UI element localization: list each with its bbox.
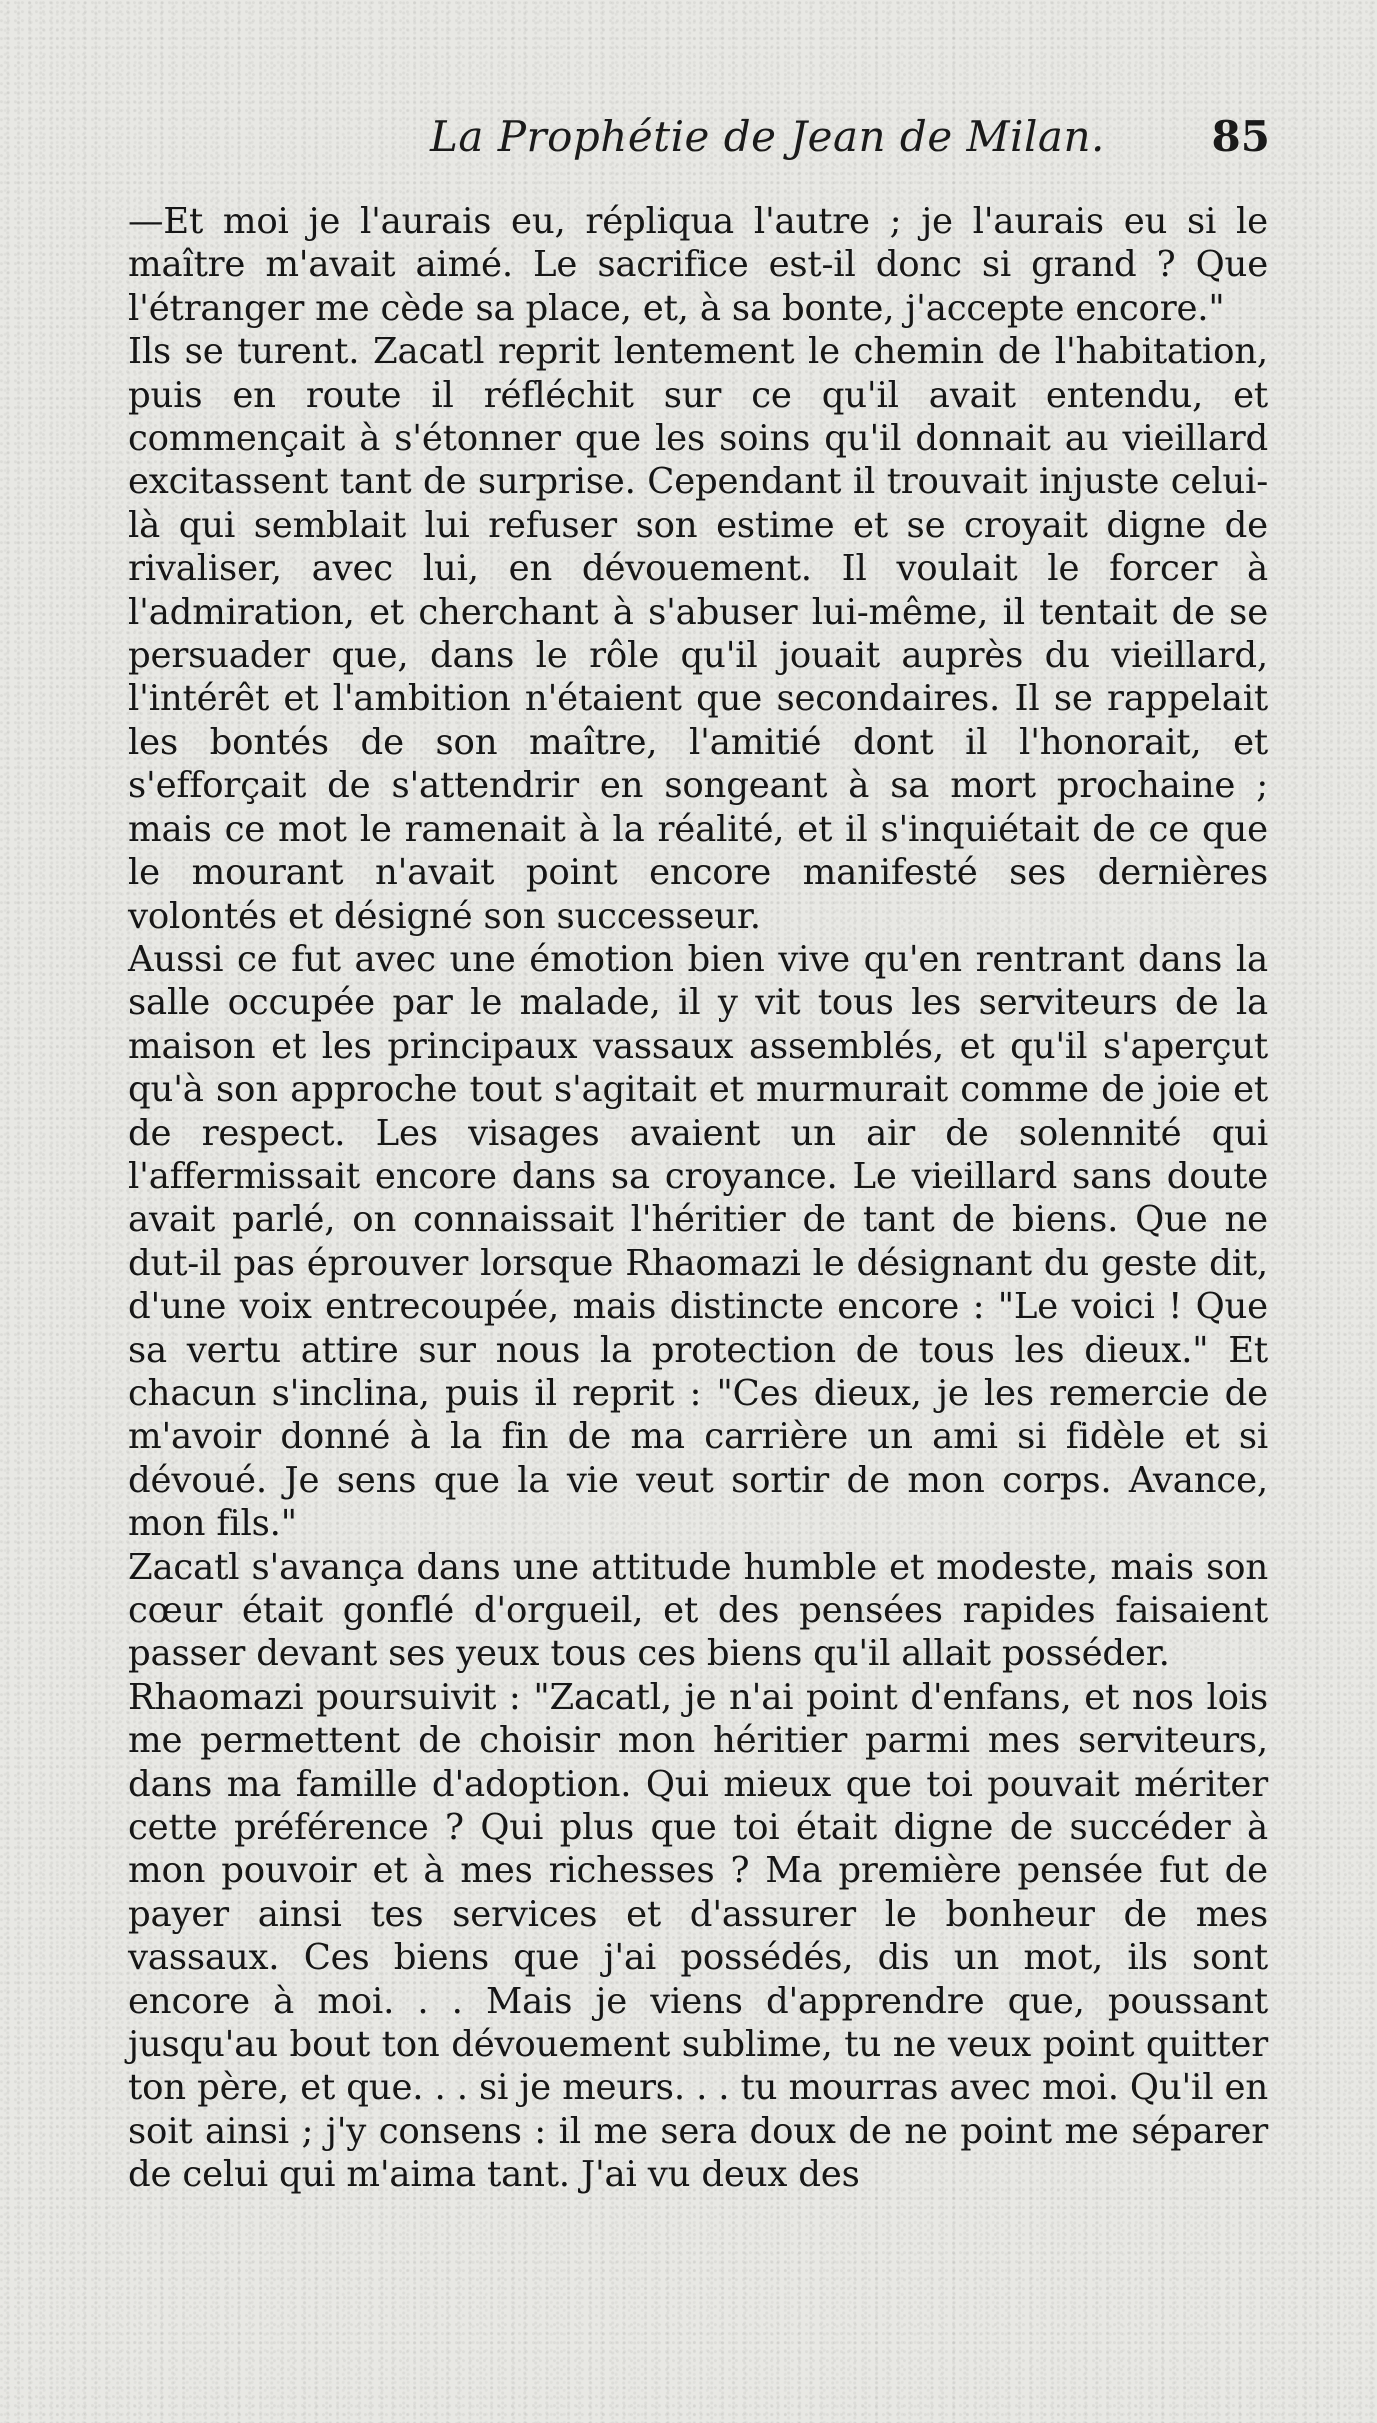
paragraph-dialogue: —Et moi je l'aurais eu, répliqua l'autre ; je l'aurais eu si le maître m'avait aimé. Le sacrifice est-il donc si grand ? Que l'étranger me cède sa place, et, à sa bonte, j'accepte encore." xyxy=(128,201,1268,329)
page-header xyxy=(140,112,1270,172)
running-title: La Prophétie de Jean de Milan. xyxy=(430,112,1105,161)
paragraph-reflection: Ils se turent. Zacatl reprit lentement le chemin de l'habitation, puis en route il réfléchit sur ce qu'il avait entendu, et commençait à s'étonner que les soins qu'il donnait au vieillard excitassent tant de surprise. Cependant il trouvait injuste celui-là qui semblait lui refuser son estime et se croyait digne de rivaliser, avec lui, en dévouement. Il voulait le forcer à l'admiration, et cherchant à s'abuser lui-même, il tentait de se persuader que, dans le rôle qu'il jouait auprès du vieillard, l'intérêt et l'ambition n'étaient que secondaires. Il se rappelait les bontés de son maître, l'amitié dont il l'honorait, et s'efforçait de s'attendrir en songeant à sa mort prochaine ; mais ce mot le ramenait à la réalité, et il s'inquiétait de ce que le mourant n'avait point encore manifesté ses dernières volontés et désigné son successeur. xyxy=(128,331,1268,937)
paragraph-zacatl: Zacatl s'avança dans une attitude humble et modeste, mais son cœur était gonflé d'orgueil, et des pensées rapides faisaient passer devant ses yeux tous ces biens qu'il allait posséder. xyxy=(128,1546,1268,1675)
paragraph-rhaomazi: Rhaomazi poursuivit : "Zacatl, je n'ai point d'enfans, et nos lois me permettent de choisir mon héritier parmi mes serviteurs, dans ma famille d'adoption. Qui mieux que toi pouvait mériter cette préférence ? Qui plus que toi était digne de succéder à mon pouvoir et à mes richesses ? Ma première pensée fut de payer ainsi tes services et d'assurer le bonheur de mes vassaux. Ces biens que j'ai possédés, dis un mot, ils sont encore à moi. . . Mais je viens d'apprendre que, poussant jusqu'au bout ton dévouement sublime, tu ne veux point quitter ton père, et que. . . si je meurs. . . tu mourras avec moi. Qu'il en soit ainsi ; j'y consens : il me sera doux de ne point me séparer de celui qui m'aima tant. J'ai vu deux des xyxy=(128,1676,1268,2196)
body-text xyxy=(128,200,1268,2197)
page-number: 85 xyxy=(1211,112,1270,161)
paragraph-assembly: Aussi ce fut avec une émotion bien vive qu'en rentrant dans la salle occupée par le malade, il y vit tous les serviteurs de la maison et les principaux vassaux assemblés, et qu'il s'aperçut qu'à son approche tout s'agitait et murmurait comme de joie et de respect. Les visages avaient un air de solennité qui l'affermissait encore dans sa croyance. Le vieillard sans doute avait parlé, on connaissait l'héritier de tant de biens. Que ne dut-il pas éprouver lorsque Rhaomazi le désignant du geste dit, d'une voix entrecoupée, mais distincte encore : "Le voici ! Que sa vertu attire sur nous la protection de tous les dieux." Et chacun s'inclina, puis il reprit : "Ces dieux, je les remercie de m'avoir donné à la fin de ma carrière un ami si fidèle et si dévoué. Je sens que la vie veut sortir de mon corps. Avance, mon fils." xyxy=(128,938,1268,1545)
